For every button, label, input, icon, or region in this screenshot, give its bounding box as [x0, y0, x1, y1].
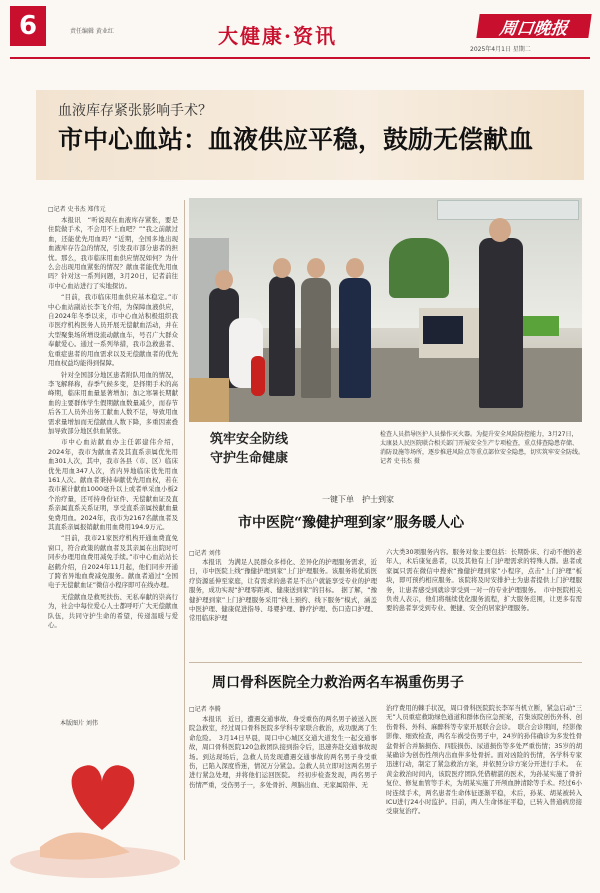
article2-column-2: 六大类30项服务内容。服务对象主要包括：长期卧床、行动不便的老年人，术后康复患者，以及其他有上门护理需求的特殊人群。患者或家属只需在微信中搜索“豫健护理到家”小程序，点击“上门护理”板块，即可预约相应服务。该院将及时安排护士为患者提供上门护理服务，让患者感受到就诊享受到一对一的专业护理服务。 市中医院相关负责人表示，他们将继续优化服务流程，扩大服务范围，让更多有需要的患者享受到专业、便捷、安全的居家护理服务。 [386, 548, 582, 613]
lead-paragraph: 针对全国部分地区患者附队用血的情况，李飞解释称，春季气候多变，是择期手术的高峰期，临床用血量显著增加；加之寒暑长期献血的主要群体学生假期献血数量减少，而春节后各工人员外出务工献血人数不足，导致用血需求量增加而无偿献血人数下降，多重因素叠加导致部分地区供血紧张。 [48, 370, 178, 435]
lead-kicker: 血液库存紧张影响手术？ [58, 103, 212, 119]
article3-byline: □记者 李腾 [189, 706, 221, 713]
photo-caption-text: 检查人员指导医护人员操作灭火器。为提升安全风险防控能力，3月27日，太康县人民医院联合相关部门开展安全生产专项检查，重点排查隐患存储、消防设施等场所，逐步推进风险点等重点部位安全隐患，切实筑牢安全防线。 记者 史书杰 摄 [380, 431, 600, 465]
news-photo [189, 198, 582, 422]
article3-column-1: 本报讯 近日，遭遇交通事故、身受重伤的两名男子被送入医院急救室，经过周口骨科医院多学科专家联合救治，成功脱离了生命危险。 3月14日早晨，周口中心城区交通大道发生一起交通事故，周口骨科医院120急救团队接到指令后，迅速奔赴交通事故现场。到达现场后，急救人员发现遭遇交通事故的两名男子身受重伤，已陷入深度昏迷，情况万分紧急。急救人员立即对这两名男子进行紧急处理，并将他们运回医院。 经初步检查发现，两名男子伤情严重，受伤男子一，多处骨折、颅脑出血、无家属陪伴、无 [189, 715, 377, 789]
header-rule [10, 57, 590, 59]
section-title: 大健康·资讯 [218, 24, 337, 48]
lead-paragraph: 本报讯 “听说现在血液库存紧张，要是住院做手术，不会用不上血吧？”“我之前献过血，还能优先用血吗？”近期，全国多地出现血液库存告急的情况，引发我市部分患者的担忧。那么，我市临床用血供应情况如何？为什么会出现用血紧张的情况？献血者能优先用血吗？针对这一系列问题，3月20日，记者前往市中心血站进行了实地探访。 [48, 216, 178, 290]
issue-date: 2025年4月1日 星期二 [470, 46, 531, 53]
article2-column-1: 本报讯 为满足人民群众多样化、差异化的护理服务需求，近日，市中医院上线“豫健护理到家”上门护理服务。该服务将优质医疗资源延伸至家庭，让有需求的患者足不出户就能享受专业的护理服务，成功实现“护理零距离、健康送到家”的目标。 据了解，“豫健护理到家”上门护理服务采用“线上预约、线下服务”模式，涵盖中医护理、健康促进指导、母婴护理、静疗护理、伤口造口护理、常用临床护理 [189, 558, 377, 623]
lead-paragraph: 市中心血站献血办主任郭建伟介绍，2024年，我市为献血者及其直系亲属优先用血301人次，其中，我市各县（市、区）临床优先用血347人次，省内异地临床优先用血161人次。献血者秉持奉献优先用血权，若在我市累计献血1000毫升以上或者单采血小板2个治疗量，还可持身份证件、无偿献血证及直系亲属直系关系证明，享受直系亲属按献血量免费用血。2024年，我市为2167名献血者及其直系亲属报销献血用血费用194.9万元。 [48, 438, 178, 531]
article2-headline: 市中医院“豫健护理到家”服务暖人心 [238, 515, 465, 531]
article2-byline: □记者 刘伟 [189, 550, 221, 557]
heart-icon [72, 765, 135, 830]
article3-column-2: 治疗费用的棘手状况，周口骨科医院院长李军当机立断，紧急启动“三无”人员重症救助绿色通道和群体伤应急预案，召集该院创伤外科、创伤骨科、外科、麻醉科等专家开展联合会诊。 联合会诊期间，经影像影像、细致检查，两名车祸受伤男子中，24岁的孙伟确诊为多发性骨盆骨折合并脑损伤、四肢损伤、尿道损伤等多处严重伤情；35岁的胡某确诊为创伤性颅内出血伴多处骨折。面对凶险的伤情，各学科专家迅速行动，制定了紧急救治方案，并依照分诊方案分开进行手术。 在黄金救治时间内，该院医疗团队凭借精湛的医术，为孙某实施了骨折复位、修复血管等手术，为胡某实施了开颅血肿清除等手术。经过6小时连续手术，两名患者生命体征逐渐平稳，术后，孙某、胡某被转入ICU进行24小时监护。目前，两人生命体征平稳，已转入普通病房接受康复治疗。 [386, 704, 582, 816]
page-number: 6 [10, 6, 46, 46]
newspaper-masthead: 周口晚报 [476, 14, 591, 38]
lead-paragraph: “目前，我市临床用血供应基本稳定。”市中心血站副站长李飞介绍，为保障血液供应，自2024年冬季以来，市中心血站积极组织我市医疗机构医务人员开展无偿献血活动，并在大型聚集场所增设流动献血车，号召广大群众奉献爱心。通过一系列举措，我市急救患者、危重症患者的用血需求以及无偿献血者的优先用血权益均能得到保障。 [48, 293, 178, 368]
heart-hand-illustration [10, 752, 180, 872]
article-divider [189, 662, 582, 663]
lead-paragraph: 无偿献血是救死扶伤、无私奉献的崇高行为，社会中每位爱心人士都呼吁广大无偿献血队伍，共同守护生命的希望，传递温暖与爱心。 [48, 592, 178, 630]
photo-caption-line: 守护生命健康 [210, 451, 289, 466]
lead-headline: 市中心血站：血液供应平稳，鼓励无偿献血 [58, 125, 534, 154]
photo-caption-line: 筑牢安全防线 [210, 432, 289, 447]
column-divider [184, 200, 185, 860]
editor-credit: 责任编辑 黄业红 [70, 28, 114, 35]
fire-extinguisher-icon [251, 356, 265, 396]
lead-article-body [48, 216, 178, 708]
photo-credit: 本版图片 刘伟 [60, 720, 98, 727]
article3-headline: 周口骨科医院全力救治两名车祸重伤男子 [212, 675, 464, 691]
article2-subtitle: 一键下单 护士到家 [322, 495, 394, 504]
lead-byline: □记者 史书杰 郑伟元 [48, 206, 106, 213]
photo-caption-title [210, 430, 350, 468]
lead-paragraph: “目前，我市21家医疗机构开通血费直免窗口，符合政策的献血者及其亲属在出院时可同步办理用血费用减免手续。”市中心血站站长赵鹤介绍，自2024年11月起，他们同步开通了跨省异地血费减免服务。献血者通过“全国电子无偿献血证”微信小程序即可在线办理。 [48, 534, 178, 590]
wall-sign [437, 200, 579, 220]
